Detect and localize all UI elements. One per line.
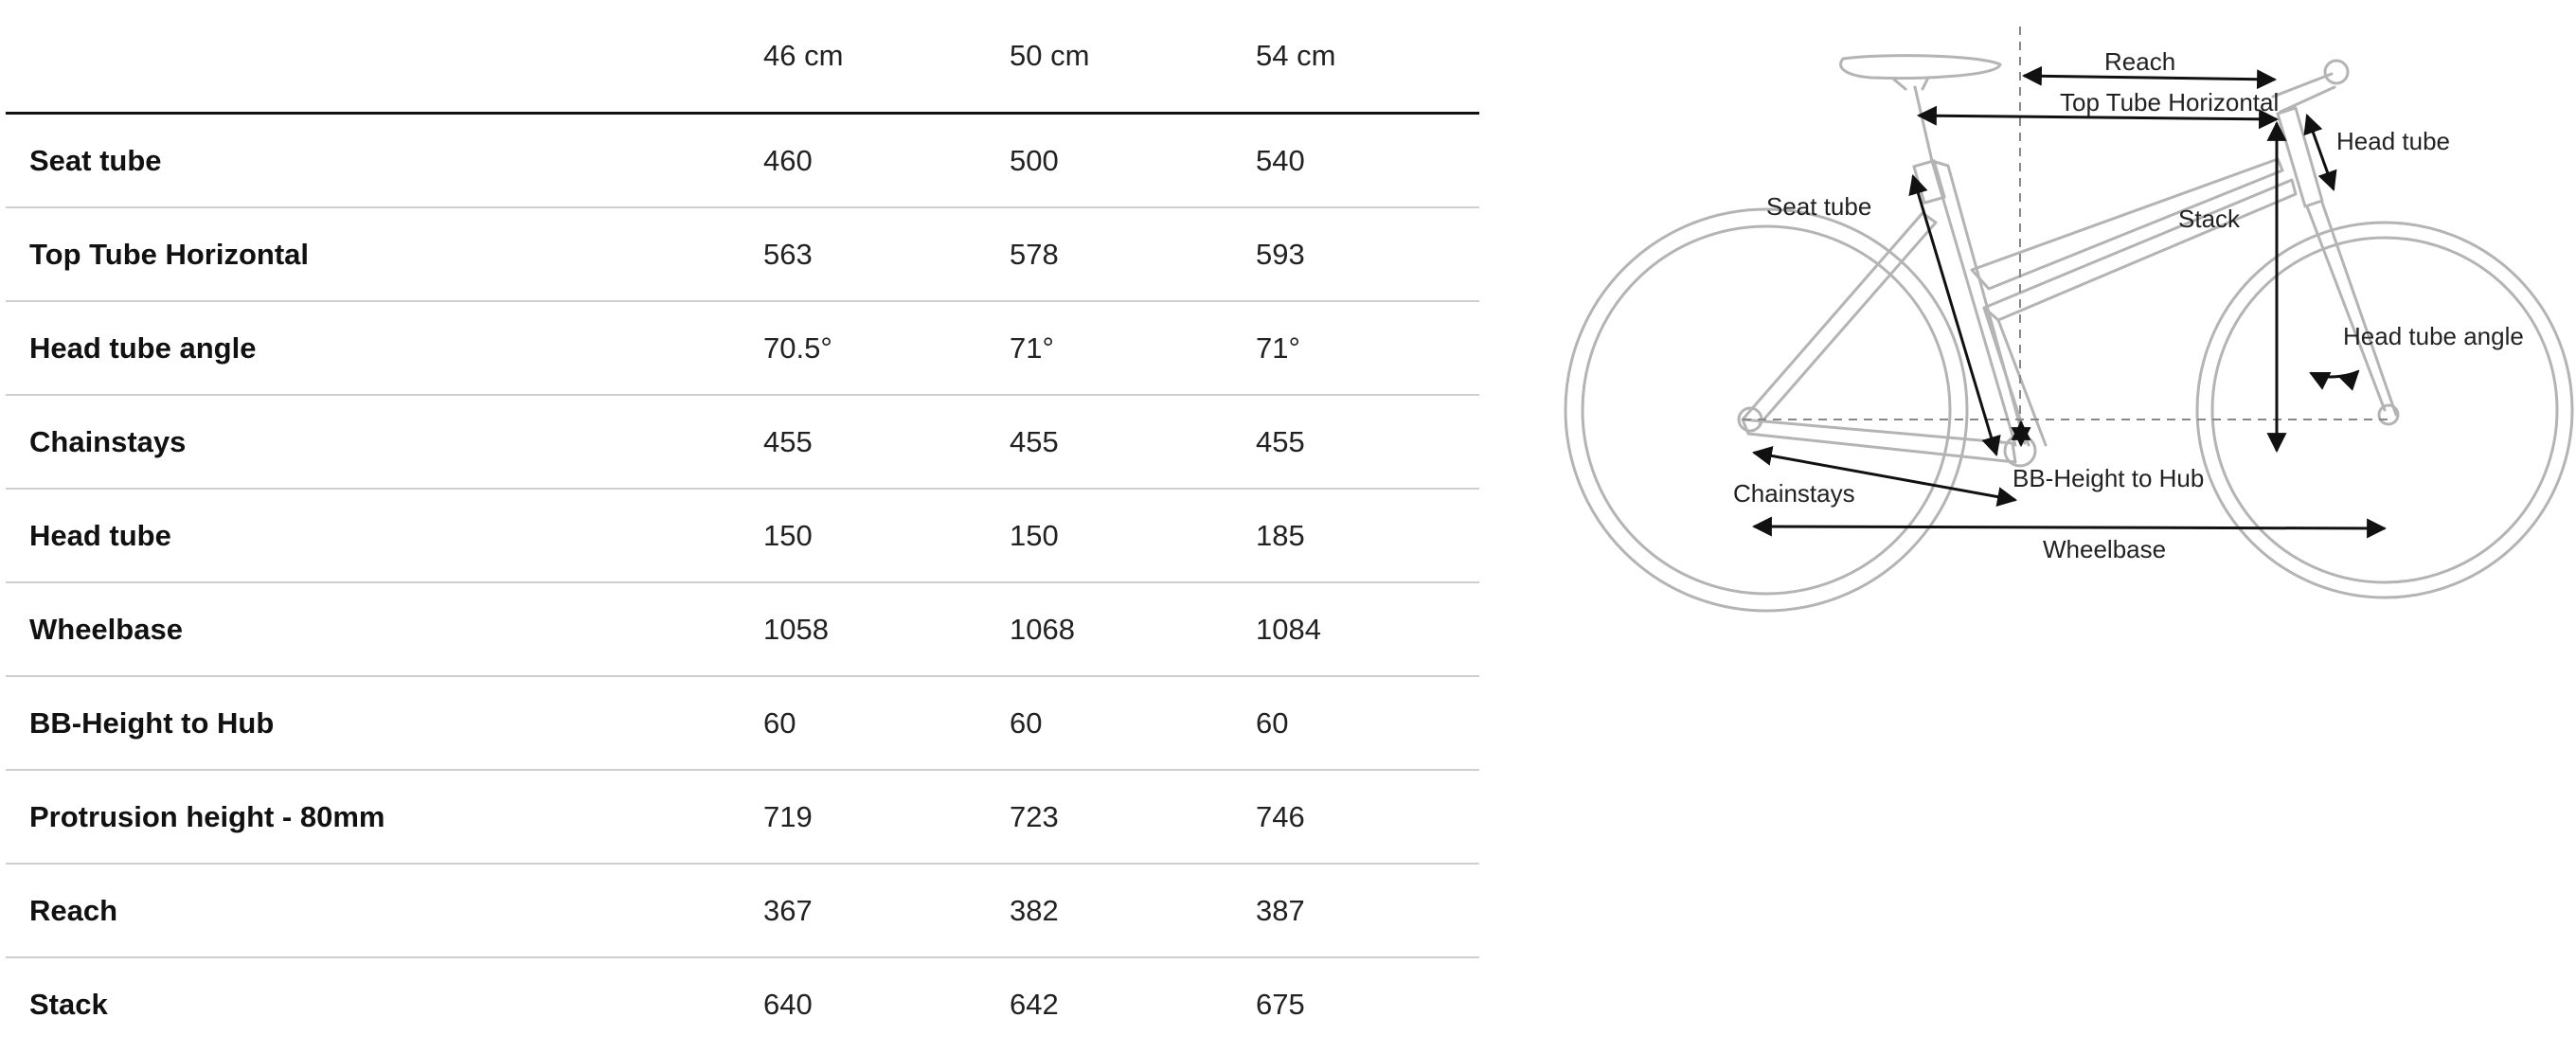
chain-stays — [1743, 419, 2015, 462]
cell-value: 455 — [1010, 395, 1256, 489]
wheelbase-arrow — [1754, 526, 2385, 528]
reach-arrow — [2024, 76, 2275, 80]
cell-value: 455 — [1256, 395, 1479, 489]
cell-value: 60 — [1256, 676, 1479, 770]
cell-value: 71° — [1010, 301, 1256, 395]
cell-value: 150 — [1010, 489, 1256, 582]
cell-value: 185 — [1256, 489, 1479, 582]
cell-value: 382 — [1010, 864, 1256, 957]
label-head-tube: Head tube — [2336, 127, 2450, 155]
column-header-label — [6, 0, 763, 114]
row-label: Wheelbase — [6, 582, 763, 676]
label-wheelbase: Wheelbase — [2043, 535, 2167, 563]
cell-value: 70.5° — [763, 301, 1010, 395]
label-stack: Stack — [2178, 205, 2241, 233]
row-label: Top Tube Horizontal — [6, 207, 763, 301]
row-label: Head tube — [6, 489, 763, 582]
cell-value: 578 — [1010, 207, 1256, 301]
cell-value: 387 — [1256, 864, 1479, 957]
cell-value: 150 — [763, 489, 1010, 582]
seat-stays — [1743, 213, 1936, 424]
table-row — [6, 864, 1479, 957]
table-row — [6, 114, 1479, 208]
table-row — [6, 676, 1479, 770]
row-label: Head tube angle — [6, 301, 763, 395]
row-label: Stack — [29, 987, 108, 1021]
row-label: BB-Height to Hub — [6, 676, 763, 770]
cell-value: 60 — [1010, 676, 1256, 770]
cell-value: 642 — [1010, 987, 1059, 1021]
table-row — [6, 957, 1479, 1050]
cell-value: 1084 — [1256, 582, 1479, 676]
cell-value: 746 — [1256, 770, 1479, 864]
table-row — [6, 770, 1479, 864]
cell-value: 460 — [763, 114, 1010, 208]
table-row — [6, 395, 1479, 489]
row-label: Chainstays — [6, 395, 763, 489]
table-row — [6, 301, 1479, 395]
column-header-54cm: 54 cm — [1256, 0, 1479, 114]
seat-tube-arrow — [1913, 176, 1996, 455]
label-seat-tube: Seat tube — [1766, 192, 1872, 221]
cell-value: 593 — [1256, 207, 1479, 301]
cell-value: 640 — [763, 987, 813, 1021]
table-header-row — [6, 0, 1479, 114]
table-row — [6, 207, 1479, 301]
cell-value: 500 — [1010, 114, 1256, 208]
row-label: Protrusion height - 80mm — [6, 770, 763, 864]
cell-value: 367 — [763, 864, 1010, 957]
cell-value: 540 — [1256, 114, 1479, 208]
label-chainstays: Chainstays — [1733, 479, 1855, 508]
table-row — [6, 489, 1479, 582]
label-bb-height: BB-Height to Hub — [2012, 464, 2205, 492]
head-tube-frame — [2278, 108, 2322, 206]
label-head-tube-angle: Head tube angle — [2343, 322, 2524, 350]
table-row — [6, 582, 1479, 676]
label-reach: Reach — [2104, 47, 2176, 76]
dimension-arrows — [1754, 76, 2385, 528]
bike-geometry-diagram — [1544, 0, 2576, 644]
cell-value: 675 — [1256, 987, 1305, 1021]
rear-wheel — [1565, 209, 1967, 611]
cell-value: 455 — [763, 395, 1010, 489]
cell-value: 1058 — [763, 582, 1010, 676]
head-tube-angle-arrow — [2311, 371, 2358, 377]
column-header-50cm: 50 cm — [1010, 0, 1256, 114]
row-label: Seat tube — [6, 114, 763, 208]
cell-value: 719 — [763, 770, 1010, 864]
row-label: Reach — [6, 864, 763, 957]
column-header-46cm: 46 cm — [763, 0, 1010, 114]
cell-value: 71° — [1256, 301, 1479, 395]
cell-value: 1068 — [1010, 582, 1256, 676]
label-top-tube: Top Tube Horizontal — [2060, 88, 2280, 116]
saddle — [1841, 56, 2000, 79]
geometry-table — [6, 0, 1479, 1050]
diagram-labels — [1733, 47, 2524, 563]
handlebar — [2273, 74, 2334, 112]
cell-value: 60 — [763, 676, 1010, 770]
cell-value: 563 — [763, 207, 1010, 301]
head-tube-arrow — [2307, 116, 2334, 189]
cell-value: 723 — [1010, 770, 1256, 864]
